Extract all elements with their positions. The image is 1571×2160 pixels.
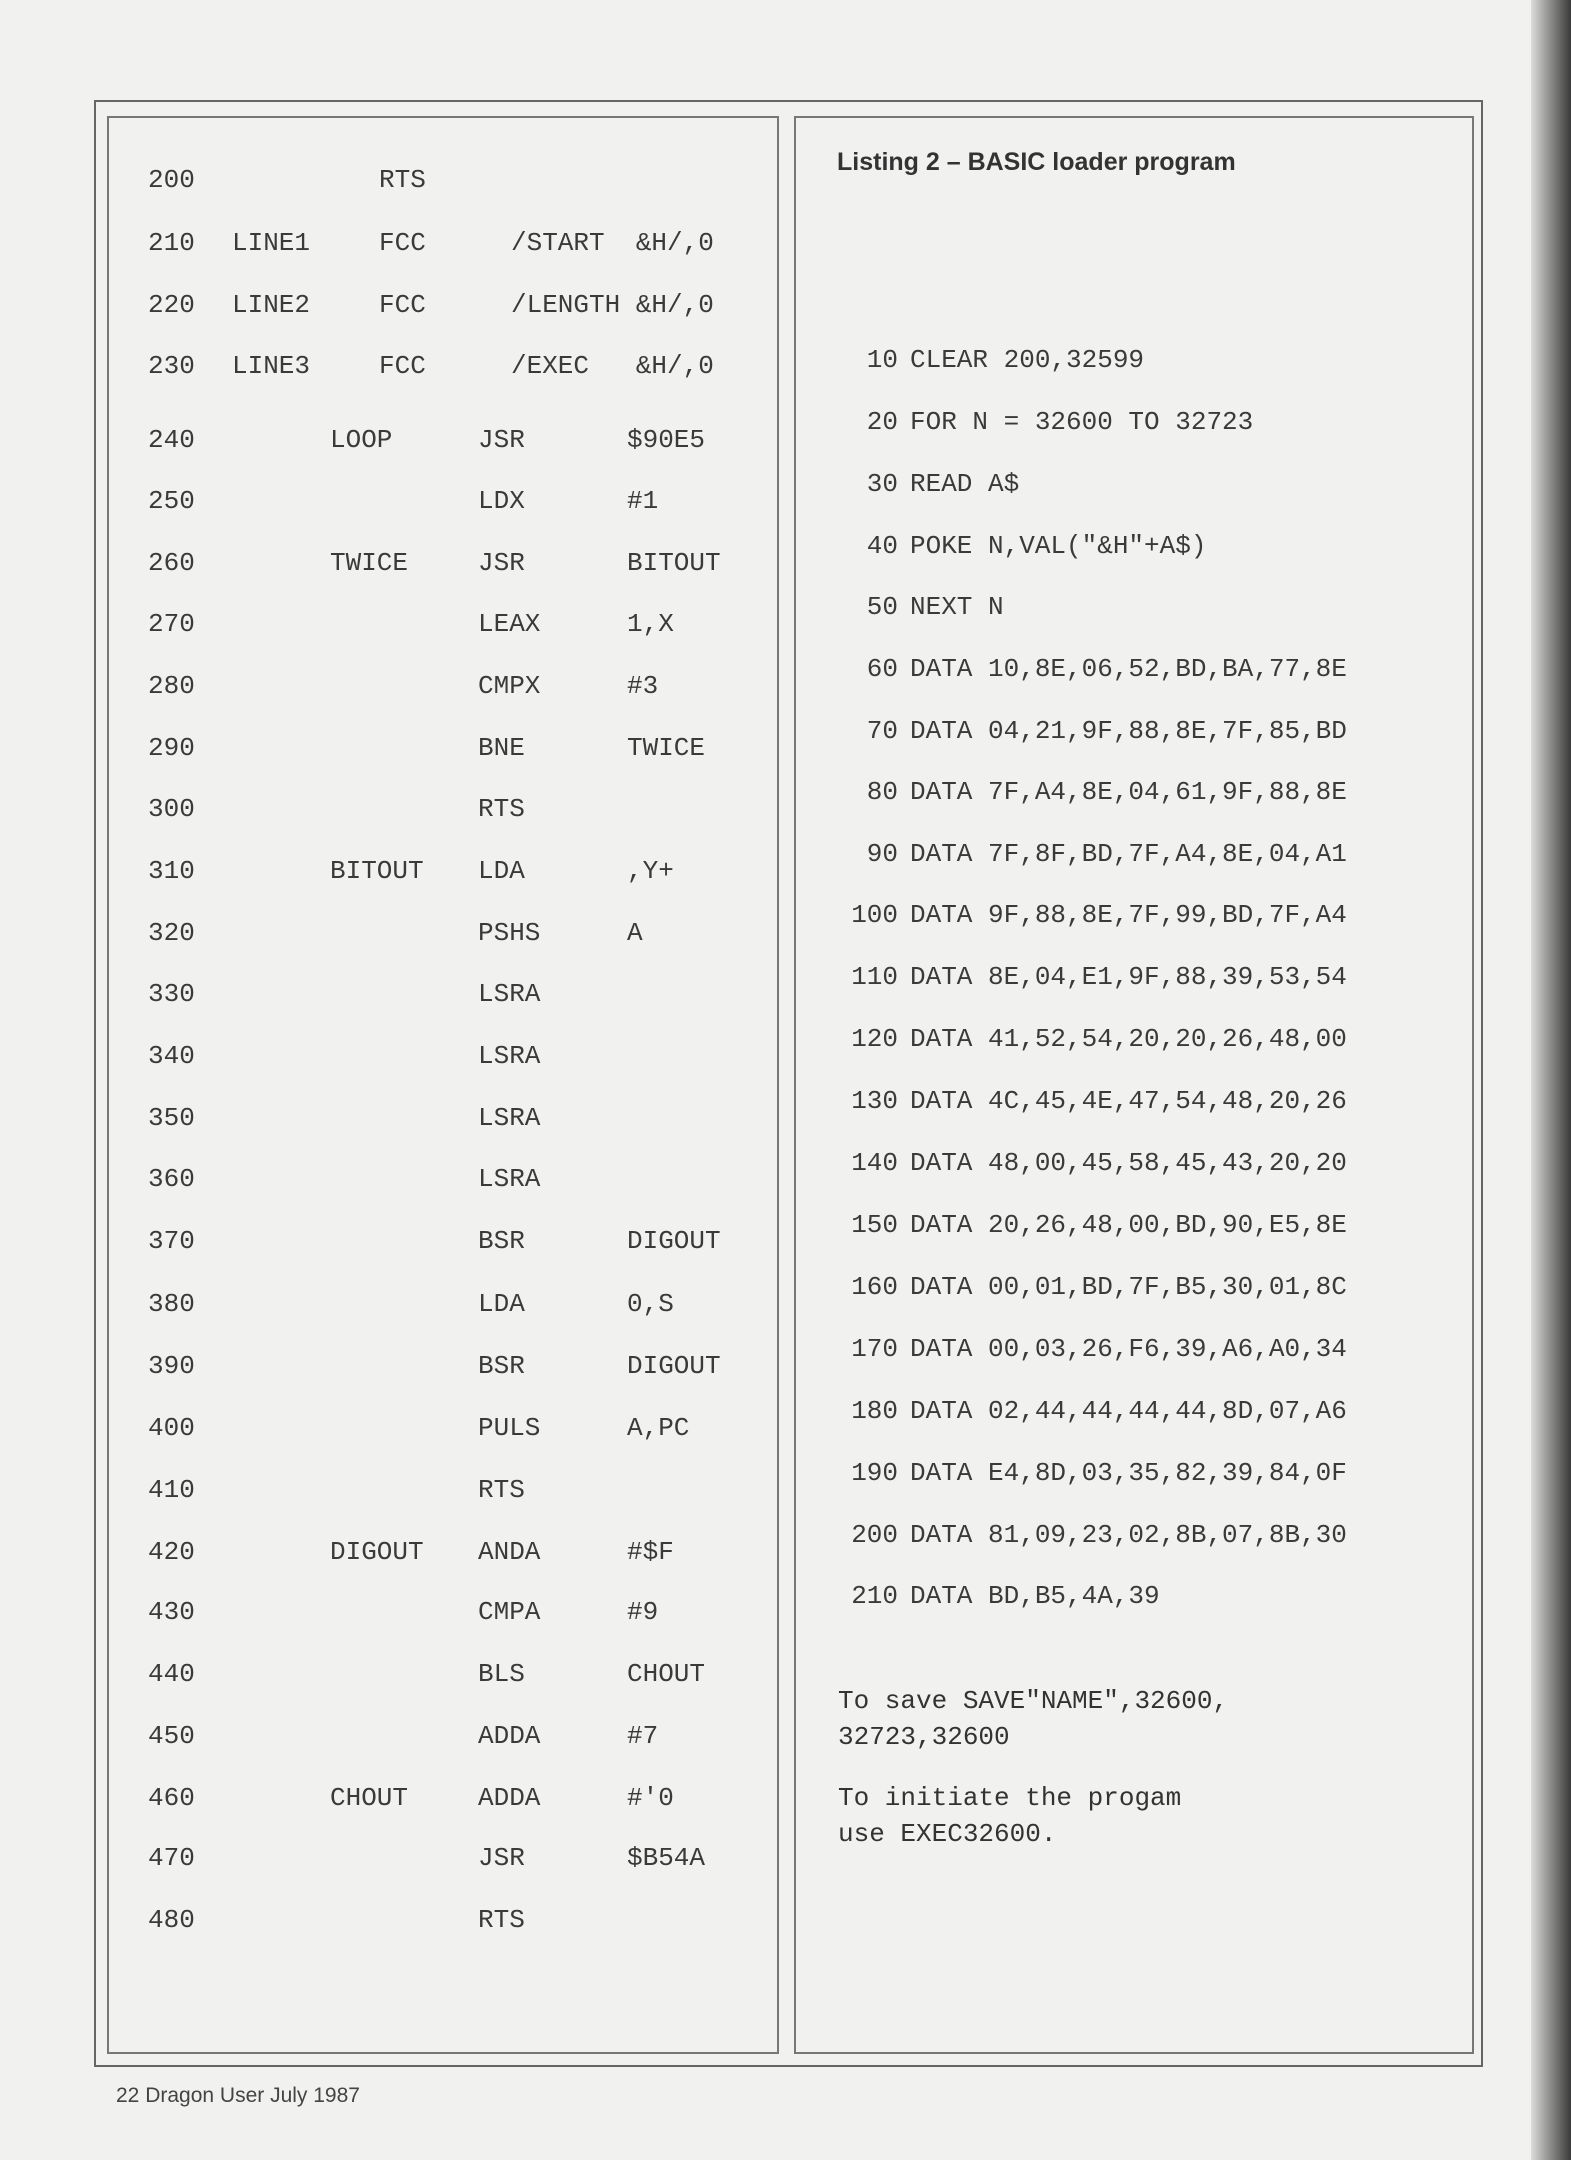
asm-operand: 0,S <box>627 1289 674 1319</box>
basic-line <box>826 1453 1466 1493</box>
asm-line-number: 470 <box>148 1843 195 1873</box>
asm-line-number: 200 <box>148 165 195 195</box>
asm-opcode: LSRA <box>478 1041 541 1071</box>
basic-line-number: 210 <box>851 1581 898 1611</box>
asm-line-number: 380 <box>148 1289 195 1319</box>
basic-line <box>826 464 1466 504</box>
asm-line-number: 290 <box>148 733 195 763</box>
basic-line-number: 180 <box>851 1396 898 1426</box>
asm-operand: #1 <box>627 486 659 516</box>
asm-line-number: 330 <box>148 979 195 1009</box>
asm-line-number: 440 <box>148 1659 195 1689</box>
asm-line-number: 410 <box>148 1475 195 1505</box>
asm-label: CHOUT <box>330 1783 409 1813</box>
asm-line-number: 310 <box>148 856 195 886</box>
asm-opcode: RTS <box>478 794 525 824</box>
asm-operand: #'0 <box>627 1783 674 1813</box>
basic-line <box>826 834 1466 874</box>
basic-statement: DATA E4,8D,03,35,82,39,84,0F <box>910 1458 1347 1488</box>
asm-opcode: LDX <box>478 486 525 516</box>
basic-line-number: 20 <box>866 407 898 437</box>
asm-line-number: 460 <box>148 1783 195 1813</box>
basic-statement: DATA 00,03,26,F6,39,A6,A0,34 <box>910 1334 1347 1364</box>
basic-line-number: 200 <box>851 1520 898 1550</box>
basic-statement: DATA 9F,88,8E,7F,99,BD,7F,A4 <box>910 900 1347 930</box>
asm-operand: #$F <box>627 1537 674 1567</box>
asm-line-number: 220 <box>148 290 195 320</box>
asm-opcode: LDA <box>478 1289 525 1319</box>
listing-title: Listing 2 – BASIC loader program <box>837 148 1236 176</box>
asm-line-number: 300 <box>148 794 195 824</box>
basic-line-number: 170 <box>851 1334 898 1364</box>
asm-opcode: JSR <box>478 548 525 578</box>
asm-operand: /EXEC &H/,0 <box>511 351 714 381</box>
asm-opcode: LSRA <box>478 979 541 1009</box>
asm-label: LINE3 <box>232 351 311 381</box>
basic-statement: DATA 81,09,23,02,8B,07,8B,30 <box>910 1520 1347 1550</box>
basic-line <box>826 772 1466 812</box>
basic-line-number: 30 <box>866 469 898 499</box>
asm-operand: #3 <box>627 671 659 701</box>
asm-line-number: 280 <box>148 671 195 701</box>
asm-opcode: JSR <box>478 1843 525 1873</box>
basic-statement: READ A$ <box>910 469 1020 499</box>
asm-opcode: BSR <box>478 1226 525 1256</box>
asm-label: LINE2 <box>232 290 311 320</box>
asm-line-number: 420 <box>148 1537 195 1567</box>
asm-line-number: 250 <box>148 486 195 516</box>
asm-opcode: JSR <box>478 425 525 455</box>
asm-operand: DIGOUT <box>627 1351 721 1381</box>
asm-operand: A <box>627 918 643 948</box>
basic-line-number: 120 <box>851 1024 898 1054</box>
basic-line-number: 190 <box>851 1458 898 1488</box>
basic-statement: NEXT N <box>910 592 1004 622</box>
asm-operand: A,PC <box>627 1413 690 1443</box>
asm-opcode: RTS <box>478 1905 525 1935</box>
basic-statement: DATA 4C,45,4E,47,54,48,20,26 <box>910 1086 1347 1116</box>
asm-operand: DIGOUT <box>627 1226 721 1256</box>
asm-operand: /START &H/,0 <box>511 228 714 258</box>
asm-line-number: 230 <box>148 351 195 381</box>
asm-operand: $90E5 <box>627 425 706 455</box>
asm-line-number: 260 <box>148 548 195 578</box>
asm-operand: /LENGTH &H/,0 <box>511 290 714 320</box>
basic-statement: CLEAR 200,32599 <box>910 345 1145 375</box>
asm-opcode: FCC <box>379 290 426 320</box>
asm-opcode: ADDA <box>478 1783 541 1813</box>
basic-statement: DATA 7F,A4,8E,04,61,9F,88,8E <box>910 777 1347 807</box>
asm-opcode: FCC <box>379 228 426 258</box>
basic-line <box>826 1143 1466 1183</box>
asm-line-number: 370 <box>148 1226 195 1256</box>
basic-line <box>826 1019 1466 1059</box>
basic-line-number: 60 <box>866 654 898 684</box>
asm-line-number: 270 <box>148 609 195 639</box>
basic-line-number: 50 <box>866 592 898 622</box>
basic-line <box>826 1205 1466 1245</box>
basic-line <box>826 711 1466 751</box>
basic-line-number: 100 <box>851 900 898 930</box>
basic-line <box>826 587 1466 627</box>
basic-line <box>826 1515 1466 1555</box>
basic-statement: DATA 41,52,54,20,20,26,48,00 <box>910 1024 1347 1054</box>
basic-line-number: 140 <box>851 1148 898 1178</box>
asm-label: DIGOUT <box>330 1537 424 1567</box>
basic-line <box>826 895 1466 935</box>
asm-label: LOOP <box>330 425 393 455</box>
basic-line <box>826 526 1466 566</box>
basic-line-number: 160 <box>851 1272 898 1302</box>
asm-operand: #7 <box>627 1721 659 1751</box>
asm-operand: 1,X <box>627 609 674 639</box>
asm-line-number: 360 <box>148 1164 195 1194</box>
basic-line <box>826 1391 1466 1431</box>
basic-line <box>826 402 1466 442</box>
asm-line-number: 350 <box>148 1103 195 1133</box>
asm-opcode: LDA <box>478 856 525 886</box>
save-instructions: To save SAVE"NAME",32600, 32723,32600 <box>838 1686 1229 1752</box>
asm-line-number: 210 <box>148 228 195 258</box>
asm-opcode: RTS <box>478 1475 525 1505</box>
basic-statement: DATA 48,00,45,58,45,43,20,20 <box>910 1148 1347 1178</box>
basic-line <box>826 1329 1466 1369</box>
basic-line <box>826 1267 1466 1307</box>
asm-opcode: CMPA <box>478 1597 541 1627</box>
basic-statement: DATA 00,01,BD,7F,B5,30,01,8C <box>910 1272 1347 1302</box>
basic-line-number: 80 <box>866 777 898 807</box>
page-footer: 22 Dragon User July 1987 <box>116 2084 360 2107</box>
assembly-listing-panel <box>107 116 779 2054</box>
basic-statement: DATA 04,21,9F,88,8E,7F,85,BD <box>910 716 1347 746</box>
basic-line-number: 90 <box>866 839 898 869</box>
asm-opcode: RTS <box>379 165 426 195</box>
basic-line <box>826 957 1466 997</box>
basic-line-number: 10 <box>866 345 898 375</box>
asm-opcode: LSRA <box>478 1164 541 1194</box>
asm-line-number: 240 <box>148 425 195 455</box>
asm-opcode: CMPX <box>478 671 541 701</box>
asm-line-number: 320 <box>148 918 195 948</box>
asm-opcode: PSHS <box>478 918 541 948</box>
basic-line <box>826 1081 1466 1121</box>
basic-statement: DATA 7F,8F,BD,7F,A4,8E,04,A1 <box>910 839 1347 869</box>
asm-operand: TWICE <box>627 733 706 763</box>
asm-operand: $B54A <box>627 1843 706 1873</box>
basic-statement: DATA 20,26,48,00,BD,90,E5,8E <box>910 1210 1347 1240</box>
exec-instructions: To initiate the progam use EXEC32600. <box>838 1783 1182 1849</box>
page-spine-shadow <box>1531 0 1571 2160</box>
asm-opcode: LEAX <box>478 609 541 639</box>
asm-opcode: LSRA <box>478 1103 541 1133</box>
asm-line-number: 390 <box>148 1351 195 1381</box>
asm-opcode: BLS <box>478 1659 525 1689</box>
asm-opcode: BSR <box>478 1351 525 1381</box>
asm-opcode: ANDA <box>478 1537 541 1567</box>
asm-opcode: PULS <box>478 1413 541 1443</box>
asm-opcode: ADDA <box>478 1721 541 1751</box>
basic-line <box>826 649 1466 689</box>
asm-operand: BITOUT <box>627 548 721 578</box>
basic-statement: FOR N = 32600 TO 32723 <box>910 407 1254 437</box>
asm-label: LINE1 <box>232 228 311 258</box>
basic-statement: DATA BD,B5,4A,39 <box>910 1581 1160 1611</box>
asm-operand: #9 <box>627 1597 659 1627</box>
asm-line-number: 340 <box>148 1041 195 1071</box>
basic-statement: DATA 8E,04,E1,9F,88,39,53,54 <box>910 962 1347 992</box>
asm-operand: ,Y+ <box>627 856 674 886</box>
basic-statement: DATA 10,8E,06,52,BD,BA,77,8E <box>910 654 1347 684</box>
basic-line-number: 70 <box>866 716 898 746</box>
basic-line-number: 150 <box>851 1210 898 1240</box>
basic-line-number: 40 <box>866 531 898 561</box>
basic-statement: DATA 02,44,44,44,44,8D,07,A6 <box>910 1396 1347 1426</box>
basic-statement: POKE N,VAL("&H"+A$) <box>910 531 1207 561</box>
asm-line-number: 430 <box>148 1597 195 1627</box>
asm-label: TWICE <box>330 548 409 578</box>
basic-line-number: 130 <box>851 1086 898 1116</box>
basic-line-number: 110 <box>851 962 898 992</box>
basic-line <box>826 1576 1466 1616</box>
asm-line-number: 480 <box>148 1905 195 1935</box>
asm-opcode: FCC <box>379 351 426 381</box>
asm-line-number: 400 <box>148 1413 195 1443</box>
basic-line <box>826 340 1466 380</box>
asm-line-number: 450 <box>148 1721 195 1751</box>
asm-opcode: BNE <box>478 733 525 763</box>
asm-operand: CHOUT <box>627 1659 706 1689</box>
asm-label: BITOUT <box>330 856 424 886</box>
